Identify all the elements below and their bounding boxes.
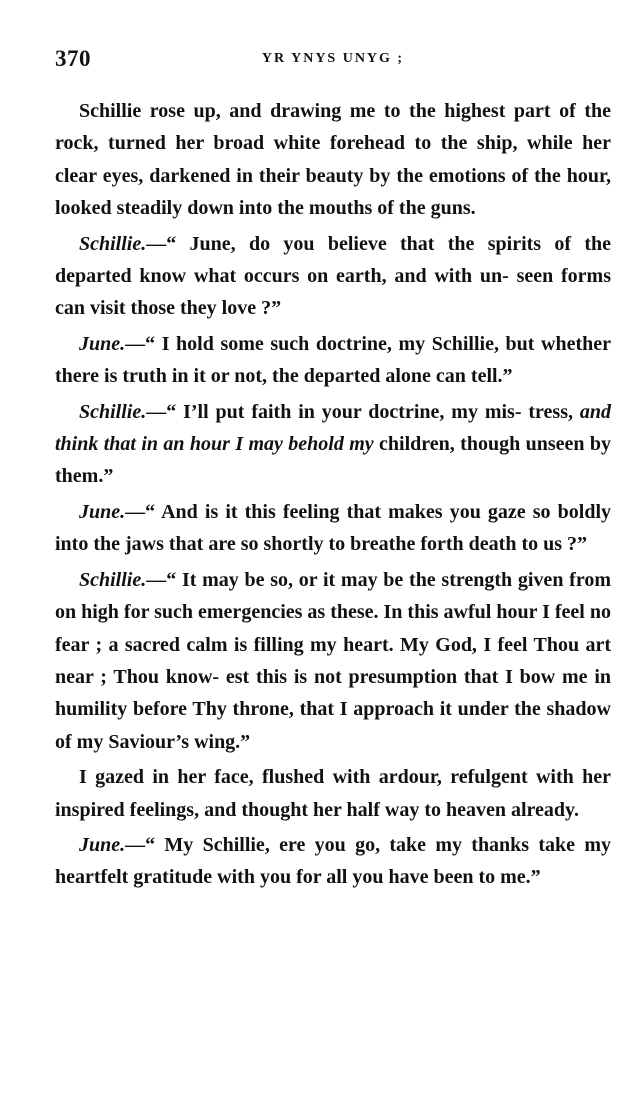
dialogue-text: —“ I’ll put faith in your doctrine, my mis- tress, — [146, 400, 573, 423]
dialogue-paragraph — [55, 228, 611, 325]
dialogue-paragraph — [55, 396, 611, 493]
dialogue-text: —“ June, do you believe that the spirits of the departed know what occurs on earth, and with un- seen forms can visit those they love ?” — [55, 232, 611, 320]
speaker-name: June. — [79, 500, 126, 523]
body-text — [55, 95, 611, 897]
speaker-name: Schillie. — [79, 232, 147, 255]
paragraph — [55, 761, 611, 826]
paragraph-text: Schillie rose up, and drawing me to the highest part of the rock, turned her broad white forehead to the ship, while her clear eyes, darkened in their beauty by the emotions of the hour, looked steadily down into the mouths of the guns. — [55, 100, 611, 220]
speaker-name: Schillie. — [79, 568, 147, 591]
paragraph — [55, 95, 611, 225]
italic-text: and think that in an hour I may behold my — [55, 400, 611, 456]
dialogue-paragraph — [55, 829, 611, 894]
dialogue-text: —“ It may be so, or it may be the strength given from on high for such emergencies as these. In this awful hour I feel no fear ; a sacred calm is filling my heart. My God, I feel Thou art near ; Thou know- est this is not presumption that I bow me in humility before Thy throne, that I approach it under the shadow of my Saviour’s wing.” — [55, 568, 611, 753]
running-head: YR YNYS UNYG ; — [261, 51, 405, 66]
dialogue-paragraph — [55, 328, 611, 393]
speaker-name: Schillie. — [79, 400, 147, 423]
speaker-name: June. — [79, 833, 126, 856]
paragraph-text: I gazed in her face, flushed with ardour, refulgent with her inspired feelings, and thought her half way to heaven already. — [55, 766, 611, 821]
speaker-name: June. — [79, 332, 126, 355]
dialogue-paragraph — [55, 564, 611, 758]
dialogue-text-end: children, though unseen by them.” — [55, 433, 611, 488]
dialogue-text: —“ I hold some such doctrine, my Schillie, but whether there is truth in it or not, the departed alone can tell.” — [55, 332, 611, 388]
dialogue-text: —“ My Schillie, ere you go, take my thanks take my heartfelt gratitude with you for all you have been to me.” — [55, 833, 611, 889]
page-header — [55, 46, 611, 76]
dialogue-text: —“ And is it this feeling that makes you gaze so boldly into the jaws that are so shortly to breathe forth death to us ?” — [55, 500, 611, 556]
page-number: 370 — [55, 46, 91, 71]
dialogue-paragraph — [55, 496, 611, 561]
